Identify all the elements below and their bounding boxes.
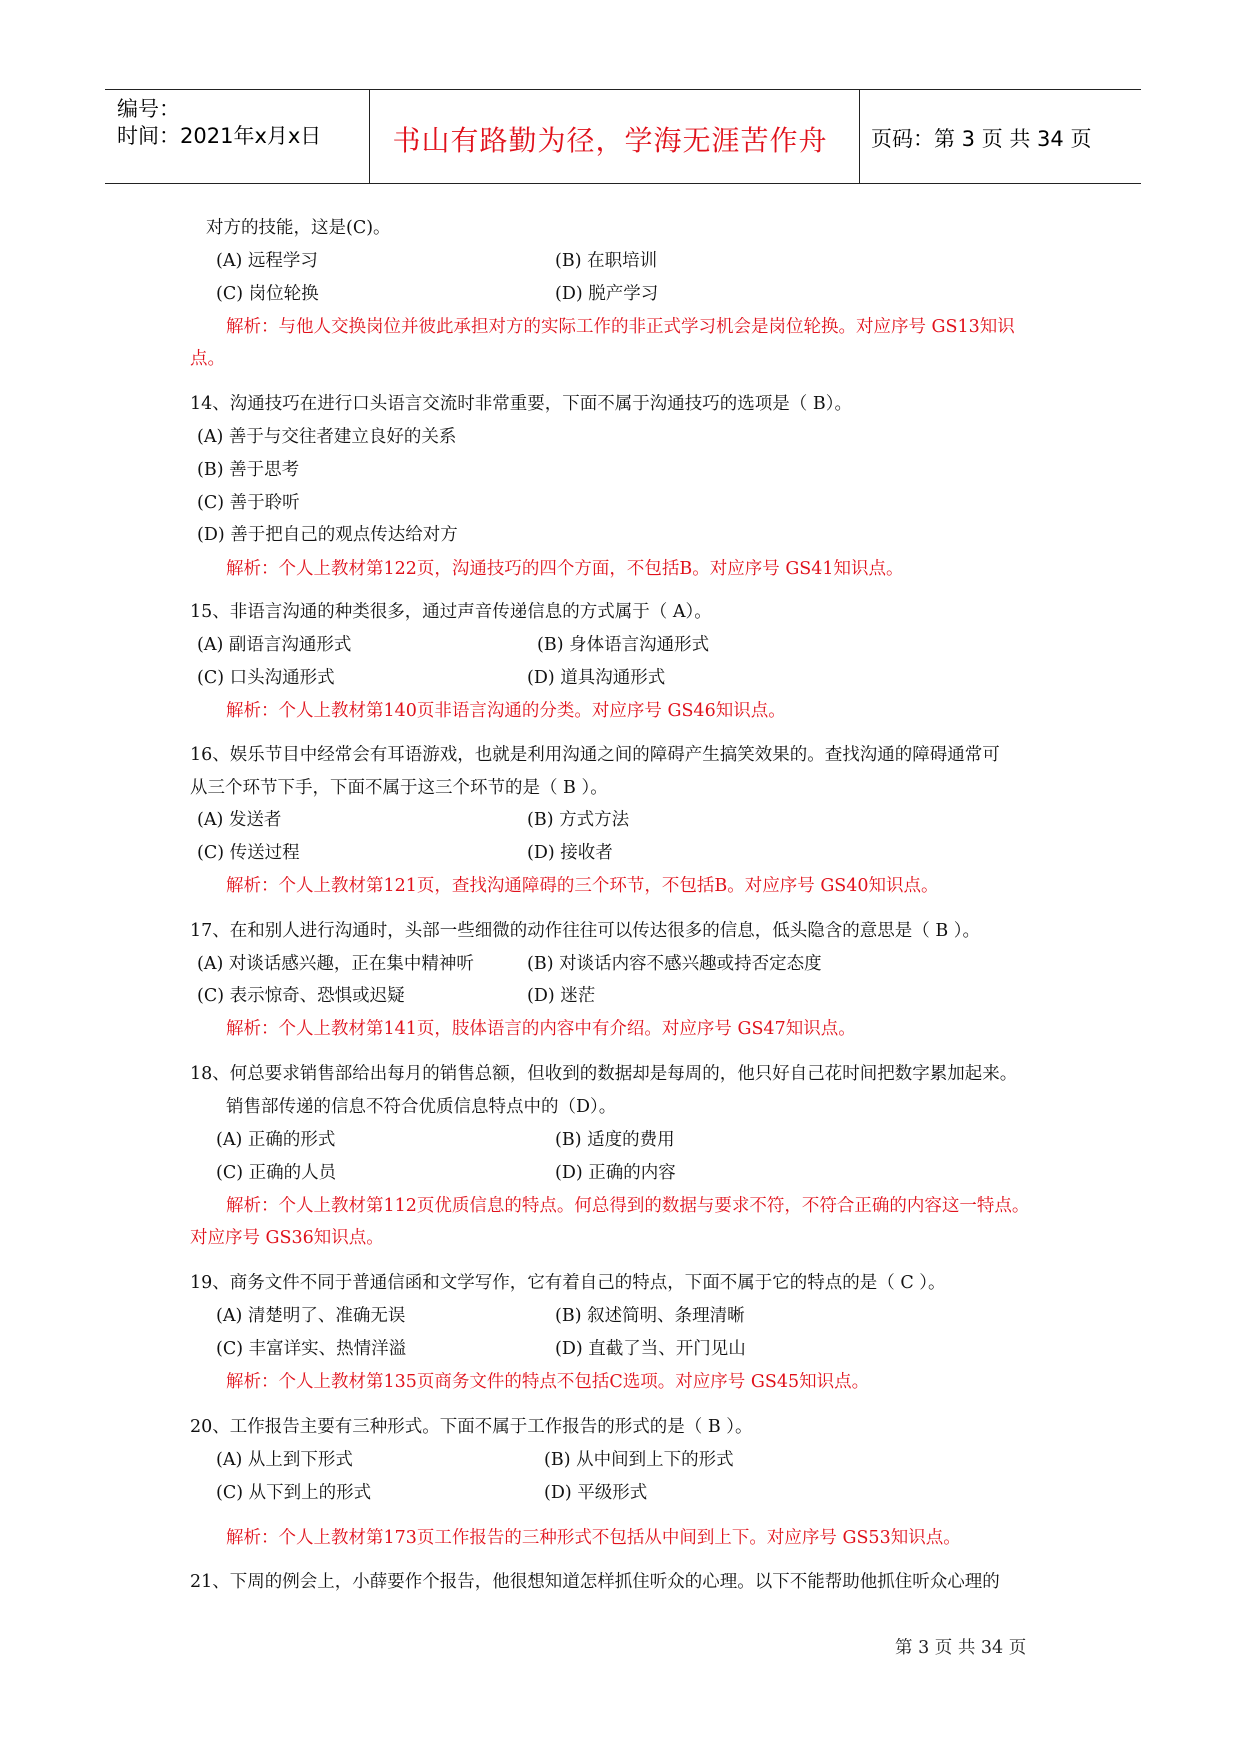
- q19-analysis: 解析：个人上教材第135页商务文件的特点不包括C选项。对应序号 GS45知识点。: [226, 1372, 870, 1392]
- q21-question: 21、下周的例会上，小薛要作个报告，他很想知道怎样抓住听众的心理。以下不能帮助他抓住听众心理的: [190, 1572, 1000, 1592]
- q16-option-b: (B) 方式方法: [527, 810, 630, 830]
- q17-option-b: (B) 对谈话内容不感兴趣或持否定态度: [527, 954, 822, 974]
- q15-option-a: (A) 副语言沟通形式: [197, 635, 352, 655]
- q13-option-d: (D) 脱产学习: [555, 284, 659, 304]
- q17-analysis: 解析：个人上教材第141页，肢体语言的内容中有介绍。对应序号 GS47知识点。: [226, 1019, 856, 1039]
- q15-analysis: 解析：个人上教材第140页非语言沟通的分类。对应序号 GS46知识点。: [226, 701, 786, 721]
- q14-option-b: (B) 善于思考: [197, 460, 300, 480]
- q20-option-d: (D) 平级形式: [544, 1483, 648, 1503]
- q18-option-a: (A) 正确的形式: [216, 1130, 336, 1150]
- q14-option-a: (A) 善于与交往者建立良好的关系: [197, 427, 457, 447]
- header-page-code: 页码：第 3 页 共 34 页: [871, 127, 1092, 151]
- q20-option-c: (C) 从下到上的形式: [216, 1483, 372, 1503]
- q15-option-c: (C) 口头沟通形式: [197, 668, 335, 688]
- q14-option-d: (D) 善于把自己的观点传达给对方: [197, 525, 458, 545]
- q16-analysis: 解析：个人上教材第121页，查找沟通障碍的三个环节，不包括B。对应序号 GS40知识点。: [226, 876, 939, 896]
- q16-question-cont: 从三个环节下手，下面不属于这三个环节的是（ B ）。: [190, 778, 608, 798]
- q20-analysis: 解析：个人上教材第173页工作报告的三种形式不包括从中间到上下。对应序号 GS53知识点。: [226, 1528, 961, 1548]
- q15-question: 15、非语言沟通的种类很多，通过声音传递信息的方式属于（ A）。: [190, 602, 712, 622]
- q19-option-a: (A) 清楚明了、准确无误: [216, 1306, 406, 1326]
- header-time: 时间：2021年x月x日: [117, 124, 322, 148]
- q20-question: 20、工作报告主要有三种形式。下面不属于工作报告的形式的是（ B ）。: [190, 1417, 753, 1437]
- q15-option-b: (B) 身体语言沟通形式: [537, 635, 710, 655]
- q20-option-a: (A) 从上到下形式: [216, 1450, 353, 1470]
- header-divider-right: [859, 89, 860, 183]
- q13-option-a: (A) 远程学习: [216, 251, 318, 271]
- q13-option-c: (C) 岗位轮换: [216, 284, 319, 304]
- header-number-label: 编号：: [117, 97, 180, 121]
- q14-analysis: 解析：个人上教材第122页，沟通技巧的四个方面，不包括B。对应序号 GS41知识点。: [226, 559, 904, 579]
- q18-question-cont: 销售部传递的信息不符合优质信息特点中的（D）。: [226, 1097, 617, 1117]
- q16-option-a: (A) 发送者: [197, 810, 282, 830]
- q14-option-c: (C) 善于聆听: [197, 493, 300, 513]
- q17-question: 17、在和别人进行沟通时，头部一些细微的动作往往可以传达很多的信息，低头隐含的意思是（ B ）。: [190, 921, 981, 941]
- q20-option-b: (B) 从中间到上下的形式: [544, 1450, 734, 1470]
- q13-option-b: (B) 在职培训: [555, 251, 658, 271]
- q19-option-b: (B) 叙述简明、条理清晰: [555, 1306, 745, 1326]
- q19-option-c: (C) 丰富详实、热情洋溢: [216, 1339, 407, 1359]
- q13-continuation: 对方的技能，这是(C)。: [206, 218, 391, 238]
- footer-page-number: 第 3 页 共 34 页: [895, 1638, 1027, 1658]
- q16-option-d: (D) 接收者: [527, 843, 613, 863]
- q17-option-a: (A) 对谈话感兴趣，正在集中精神听: [197, 954, 474, 974]
- q18-analysis-cont: 对应序号 GS36知识点。: [190, 1228, 384, 1248]
- q14-question: 14、沟通技巧在进行口头语言交流时非常重要，下面不属于沟通技巧的选项是（ B）。: [190, 394, 852, 414]
- q19-option-d: (D) 直截了当、开门见山: [555, 1339, 746, 1359]
- q16-option-c: (C) 传送过程: [197, 843, 300, 863]
- q17-option-c: (C) 表示惊奇、恐惧或迟疑: [197, 986, 405, 1006]
- q18-option-c: (C) 正确的人员: [216, 1163, 337, 1183]
- header-top-rule: [105, 89, 1141, 90]
- q18-option-b: (B) 适度的费用: [555, 1130, 675, 1150]
- q17-option-d: (D) 迷茫: [527, 986, 596, 1006]
- q19-question: 19、商务文件不同于普通信函和文学写作，它有着自己的特点，下面不属于它的特点的是（ C ）。: [190, 1273, 946, 1293]
- q13-analysis-cont: 点。: [190, 349, 225, 369]
- q15-option-d: (D) 道具沟通形式: [527, 668, 666, 688]
- q18-question: 18、何总要求销售部给出每月的销售总额，但收到的数据却是每周的，他只好自己花时间把数字累加起来。: [190, 1064, 1018, 1084]
- q13-analysis: 解析：与他人交换岗位并彼此承担对方的实际工作的非正式学习机会是岗位轮换。对应序号 GS13知识: [226, 317, 1015, 337]
- q18-analysis: 解析：个人上教材第112页优质信息的特点。何总得到的数据与要求不符，不符合正确的内容这一特点。: [226, 1196, 1030, 1216]
- q18-option-d: (D) 正确的内容: [555, 1163, 676, 1183]
- header-motto: 书山有路勤为径，学海无涯苦作舟: [392, 124, 828, 157]
- q16-question: 16、娱乐节目中经常会有耳语游戏，也就是利用沟通之间的障碍产生搞笑效果的。查找沟通的障碍通常可: [190, 745, 1000, 765]
- header-bottom-rule: [105, 183, 1141, 184]
